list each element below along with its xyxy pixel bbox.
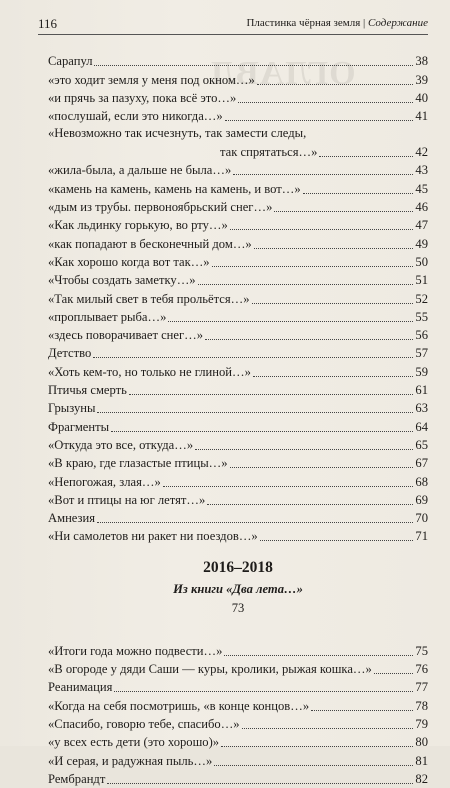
dot-leader	[311, 710, 413, 711]
toc-entry	[48, 289, 428, 307]
toc-entry-line	[48, 125, 428, 143]
toc-entry	[48, 472, 428, 490]
toc-entry-page: 39	[415, 72, 428, 87]
toc-entry-title: «Невозможно так исчезнуть, так замести следы,	[48, 126, 307, 141]
toc-entry-title: «камень на камень, камень на камень, и вот…»	[48, 181, 301, 196]
toc-entry-page: 78	[415, 698, 428, 713]
toc-entry-page: 69	[415, 492, 428, 507]
section-book-page: 73	[231, 601, 245, 616]
toc-entry-page: 49	[415, 236, 428, 251]
toc-entry-title: «это ходит земля у меня под окном…»	[48, 72, 255, 87]
toc-entry-title: «В краю, где глазастые птицы…»	[48, 456, 228, 471]
toc-entry-page: 77	[415, 680, 428, 695]
section-title: Содержание	[367, 17, 428, 29]
toc-entry-title: «и прячь за пазуху, пока всё это…»	[48, 90, 237, 105]
dot-leader	[207, 504, 413, 505]
toc-entry-page: 64	[415, 419, 428, 434]
toc-entry-title: «у всех есть дети (это хорошо)»	[48, 735, 220, 750]
toc-entry	[48, 125, 428, 161]
dot-leader	[225, 120, 414, 121]
toc-entry	[48, 362, 428, 380]
dot-leader	[111, 431, 413, 432]
toc-entry-page: 38	[415, 54, 428, 69]
toc-entry-page: 55	[415, 309, 428, 324]
toc-entry-page: 68	[415, 474, 428, 489]
toc-list-bottom	[48, 641, 428, 787]
book-title: Пластинка чёрная земля	[246, 17, 361, 29]
toc-entry-title: Детство	[48, 346, 92, 361]
toc-entry	[48, 107, 428, 125]
toc-entry-title: «Как льдинку горькую, во рту…»	[48, 218, 228, 233]
toc-entry-title: «Спасибо, говорю тебе, спасибо…»	[48, 716, 240, 731]
toc-entry	[48, 253, 428, 271]
dot-leader	[260, 540, 414, 541]
toc-entry-page: 65	[415, 437, 428, 452]
dot-leader	[168, 321, 413, 322]
toc-entry-title: Грызуны	[48, 401, 96, 416]
toc-entry	[48, 216, 428, 234]
dot-leader	[195, 449, 413, 450]
toc-entry-title: Рембрандт	[48, 771, 106, 786]
toc-entry-title: «Так милый свет в тебя прольётся…»	[48, 291, 250, 306]
toc-entry	[48, 89, 428, 107]
toc-entry-page: 51	[415, 273, 428, 288]
toc-entry-page: 63	[415, 401, 428, 416]
toc-entry-page: 67	[415, 456, 428, 471]
toc-entry-title: «И серая, и радужная пыль…»	[48, 753, 213, 768]
toc-entry-title: «Вот и птицы на юг летят…»	[48, 492, 206, 507]
toc-entry-page: 81	[415, 753, 428, 768]
toc-entry	[48, 454, 428, 472]
toc-entry	[48, 417, 428, 435]
dot-leader	[233, 174, 413, 175]
dot-leader	[274, 211, 413, 212]
toc-entry-title: «Как хорошо когда вот так…»	[48, 254, 210, 269]
toc-entry-page: 79	[415, 716, 428, 731]
toc-entry-title: Сарапул	[48, 54, 93, 69]
dot-leader	[252, 303, 414, 304]
toc-entry-title: Фрагменты	[48, 419, 110, 434]
dot-leader	[205, 339, 413, 340]
toc-entry-page: 59	[415, 364, 428, 379]
dot-leader	[254, 248, 414, 249]
dot-leader	[97, 412, 413, 413]
section-years: 2016–2018	[203, 559, 273, 577]
dot-leader	[230, 467, 414, 468]
toc-entry-title: «здесь поворачивает снег…»	[48, 328, 204, 343]
bleed-through-text: ОГЛАВЛ	[210, 55, 356, 92]
toc-entry	[48, 696, 428, 714]
page-number: 116	[38, 16, 58, 31]
toc-entry	[48, 308, 428, 326]
toc-entry-title: «Хоть кем-то, но только не глиной…»	[48, 364, 251, 379]
toc-entry	[48, 344, 428, 362]
dot-leader	[163, 486, 414, 487]
toc-entry-page: 76	[415, 662, 428, 677]
toc-entry	[48, 527, 428, 545]
toc-entry	[48, 660, 428, 678]
section-book-title: Из книги «Два лета…»	[173, 582, 303, 597]
running-header	[38, 16, 428, 35]
dot-leader	[238, 102, 413, 103]
header-separator: |	[363, 17, 368, 29]
dot-leader	[129, 394, 414, 395]
toc-entry	[48, 436, 428, 454]
toc-entry	[48, 770, 428, 788]
dot-leader	[253, 376, 413, 377]
dot-leader	[374, 673, 414, 674]
toc-entry-page: 40	[415, 90, 428, 105]
dot-leader	[107, 783, 413, 784]
toc-entry	[48, 161, 428, 179]
toc-entry	[48, 641, 428, 659]
dot-leader	[230, 229, 414, 230]
toc-entry	[48, 179, 428, 197]
toc-entry-page: 43	[415, 163, 428, 178]
toc-entry-page: 50	[415, 254, 428, 269]
toc-entry	[48, 326, 428, 344]
toc-entry	[48, 509, 428, 527]
toc-entry-title: «как попадают в бесконечный дом…»	[48, 236, 252, 251]
dot-leader	[97, 522, 413, 523]
toc-entry-title: Амнезия	[48, 511, 96, 526]
dot-leader	[221, 746, 413, 747]
toc-entry-title-cont: так спрятаться…»	[220, 145, 318, 160]
dot-leader	[303, 193, 414, 194]
toc-entry-page: 56	[415, 328, 428, 343]
toc-entry-page: 42	[415, 145, 428, 160]
toc-entry-page: 82	[415, 771, 428, 786]
toc-entry	[48, 234, 428, 252]
toc-entry-title: «жила-была, а дальше не была…»	[48, 163, 232, 178]
toc-entry	[48, 52, 428, 70]
toc-entry-title: «Ни самолетов ни ракет ни поездов…»	[48, 529, 258, 544]
dot-leader	[212, 266, 414, 267]
toc-entry-page: 70	[415, 511, 428, 526]
toc-entry	[48, 70, 428, 88]
dot-leader	[224, 655, 413, 656]
toc-entry-page: 45	[415, 181, 428, 196]
dot-leader	[214, 765, 413, 766]
toc-entry	[48, 399, 428, 417]
toc-entry	[48, 751, 428, 769]
toc-entry-title: «Откуда это все, откуда…»	[48, 437, 194, 452]
toc-entry-title: Птичья смерть	[48, 383, 127, 398]
toc-entry-title: «послушай, если это никогда…»	[48, 109, 223, 124]
toc-entry	[48, 271, 428, 289]
running-title	[246, 17, 428, 29]
toc-entry	[48, 715, 428, 733]
toc-entry-line	[48, 143, 428, 161]
toc-entry-title: «Непогожая, злая…»	[48, 474, 161, 489]
toc-entry-page: 61	[415, 383, 428, 398]
toc-entry	[48, 733, 428, 751]
dot-leader	[319, 156, 413, 157]
dot-leader	[198, 284, 414, 285]
toc-entry	[48, 678, 428, 696]
dot-leader	[94, 65, 413, 66]
table-of-contents	[48, 52, 428, 788]
toc-entry-page: 57	[415, 346, 428, 361]
dot-leader	[257, 84, 414, 85]
section-heading	[48, 545, 428, 641]
dot-leader	[242, 728, 414, 729]
toc-entry-page: 47	[415, 218, 428, 233]
toc-entry-title: «дым из трубы. первоноябрьский снег…»	[48, 200, 273, 215]
toc-entry-title: «Когда на себя посмотришь, «в конце концов…»	[48, 698, 310, 713]
toc-entry-page: 75	[415, 643, 428, 658]
toc-entry-title: «В огороде у дяди Саши — куры, кролики, рыжая кошка…»	[48, 662, 372, 677]
toc-entry-page: 71	[415, 529, 428, 544]
toc-entry	[48, 381, 428, 399]
toc-entry-page: 46	[415, 200, 428, 215]
toc-entry-title: «проплывает рыба…»	[48, 309, 167, 324]
toc-entry-page: 52	[415, 291, 428, 306]
toc-entry-title: «Чтобы создать заметку…»	[48, 273, 196, 288]
toc-entry	[48, 198, 428, 216]
toc-list-top	[48, 52, 428, 545]
dot-leader	[114, 691, 413, 692]
toc-entry-page: 41	[415, 109, 428, 124]
toc-entry	[48, 491, 428, 509]
toc-entry-page: 80	[415, 735, 428, 750]
dot-leader	[93, 357, 413, 358]
toc-entry-title: Реанимация	[48, 680, 113, 695]
toc-entry-title: «Итоги года можно подвести…»	[48, 643, 223, 658]
